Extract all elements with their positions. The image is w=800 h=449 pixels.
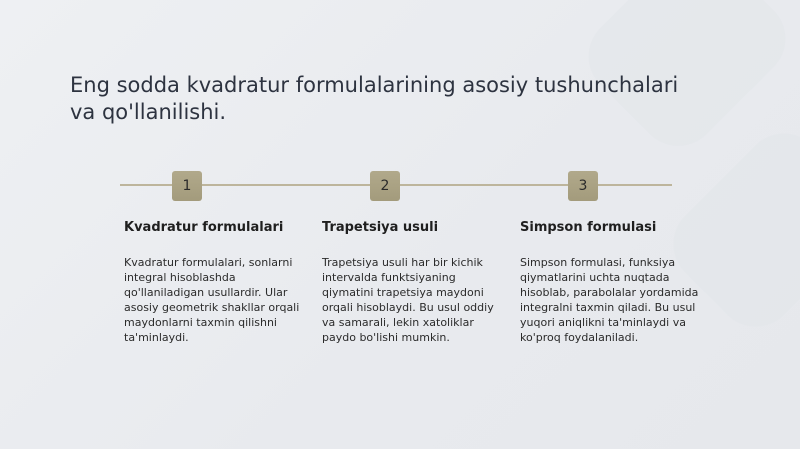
step-description: Simpson formulasi, funksiya qiymatlarini uchta nuqtada hisoblab, parabolalar yordamida integralni taxmin qiladi. Bu usul yuqori aniqlikni ta'minlaydi va ko'proq foydalaniladi. <box>520 256 699 344</box>
step-column-2 <box>322 219 504 345</box>
step-title: Kvadratur formulalari <box>124 220 284 235</box>
step-column-3 <box>520 219 702 345</box>
step-column-1 <box>124 219 306 345</box>
step-title: Trapetsiya usuli <box>322 220 439 235</box>
slide-title: Eng sodda kvadratur formulalarining asosiy tushunchalari va qo'llanilishi. <box>70 73 679 124</box>
step-marker-1: 1 <box>172 171 202 201</box>
step-title: Simpson formulasi <box>520 220 657 235</box>
step-marker-2: 2 <box>370 171 400 201</box>
step-marker-3: 3 <box>568 171 598 201</box>
step-description: Trapetsiya usuli har bir kichik intervalda funktsiyaning qiymatini trapetsiya maydoni orqali hisoblaydi. Bu usul oddiy va samarali, lekin xatoliklar paydo bo'lishi mumkin. <box>322 256 494 344</box>
step-description: Kvadratur formulalari, sonlarni integral hisoblashda qo'llaniladigan usullardir. Ular asosiy geometrik shakllar orqali maydonlarni taxmin qilishni ta'minlaydi. <box>124 256 300 344</box>
